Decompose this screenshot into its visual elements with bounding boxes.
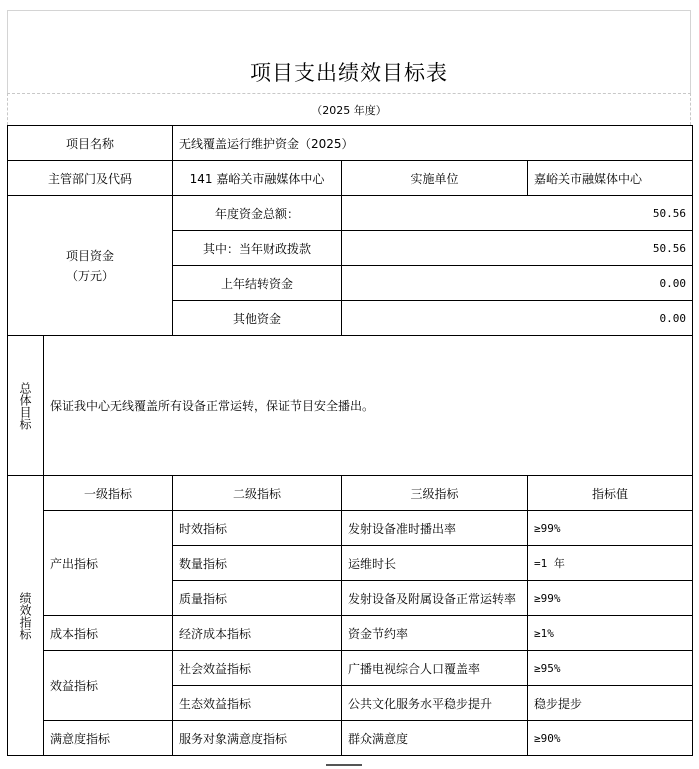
indicator-level2: 数量指标 xyxy=(173,546,342,581)
indicator-row xyxy=(8,721,693,756)
header-level2: 二级指标 xyxy=(173,476,342,511)
indicator-level2: 服务对象满意度指标 xyxy=(173,721,342,756)
goal-row xyxy=(8,336,693,476)
indicator-level3: 公共文化服务水平稳步提升 xyxy=(342,686,528,721)
fund-unit: （万元） xyxy=(66,268,115,283)
indicator-value: =1 年 xyxy=(528,546,693,581)
indicator-row xyxy=(8,511,693,546)
page-footer-mark xyxy=(326,764,362,766)
performance-sheet xyxy=(7,10,692,765)
fund-row-value: 50.56 xyxy=(342,231,693,266)
indicator-label: 绩效指标 xyxy=(8,476,44,756)
fund-row xyxy=(8,196,693,231)
dept-label: 主管部门及代码 xyxy=(8,161,173,196)
indicator-level2: 经济成本指标 xyxy=(173,616,342,651)
indicator-level2: 时效指标 xyxy=(173,511,342,546)
indicator-level3: 资金节约率 xyxy=(342,616,528,651)
sheet-year: （2025 年度） xyxy=(7,93,691,125)
fund-row-label: 其中：当年财政拨款 xyxy=(173,231,342,266)
fund-row-label: 上年结转资金 xyxy=(173,266,342,301)
indicator-row xyxy=(8,651,693,686)
fund-row-value: 0.00 xyxy=(342,266,693,301)
indicator-header-row xyxy=(8,476,693,511)
indicator-level1: 产出指标 xyxy=(44,511,173,616)
fund-label-cell xyxy=(8,196,173,336)
indicator-value: ≥99% xyxy=(528,581,693,616)
indicator-value: ≥90% xyxy=(528,721,693,756)
indicator-level3: 群众满意度 xyxy=(342,721,528,756)
dept-row xyxy=(8,161,693,196)
dept-value: 141 嘉峪关市融媒体中心 xyxy=(173,161,342,196)
indicator-value: 稳步提步 xyxy=(528,686,693,721)
indicator-level3: 发射设备及附属设备正常运转率 xyxy=(342,581,528,616)
header-level1: 一级指标 xyxy=(44,476,173,511)
sheet-title-cell xyxy=(7,10,691,93)
impl-label: 实施单位 xyxy=(342,161,528,196)
project-name-row xyxy=(8,126,693,161)
indicator-value: ≥99% xyxy=(528,511,693,546)
fund-row-label: 其他资金 xyxy=(173,301,342,336)
header-level3: 三级指标 xyxy=(342,476,528,511)
indicator-level3: 发射设备准时播出率 xyxy=(342,511,528,546)
indicator-level1: 满意度指标 xyxy=(44,721,173,756)
goal-label: 总体目标 xyxy=(8,336,44,476)
indicator-value: ≥95% xyxy=(528,651,693,686)
performance-table xyxy=(7,125,693,756)
indicator-level3: 运维时长 xyxy=(342,546,528,581)
indicator-value: ≥1% xyxy=(528,616,693,651)
fund-row-value: 0.00 xyxy=(342,301,693,336)
sheet-title: 项目支出绩效目标表 xyxy=(250,61,448,85)
indicator-row xyxy=(8,616,693,651)
indicator-level2: 社会效益指标 xyxy=(173,651,342,686)
fund-row-label: 年度资金总额： xyxy=(173,196,342,231)
indicator-level2: 生态效益指标 xyxy=(173,686,342,721)
indicator-level1: 成本指标 xyxy=(44,616,173,651)
goal-text: 保证我中心无线覆盖所有设备正常运转，保证节目安全播出。 xyxy=(44,336,693,476)
fund-row-value: 50.56 xyxy=(342,196,693,231)
project-name-label: 项目名称 xyxy=(8,126,173,161)
indicator-level3: 广播电视综合人口覆盖率 xyxy=(342,651,528,686)
project-name-value: 无线覆盖运行维护资金（2025） xyxy=(173,126,693,161)
fund-label: 项目资金 xyxy=(66,248,115,263)
indicator-level1: 效益指标 xyxy=(44,651,173,721)
header-value: 指标值 xyxy=(528,476,693,511)
impl-value: 嘉峪关市融媒体中心 xyxy=(528,161,693,196)
indicator-level2: 质量指标 xyxy=(173,581,342,616)
